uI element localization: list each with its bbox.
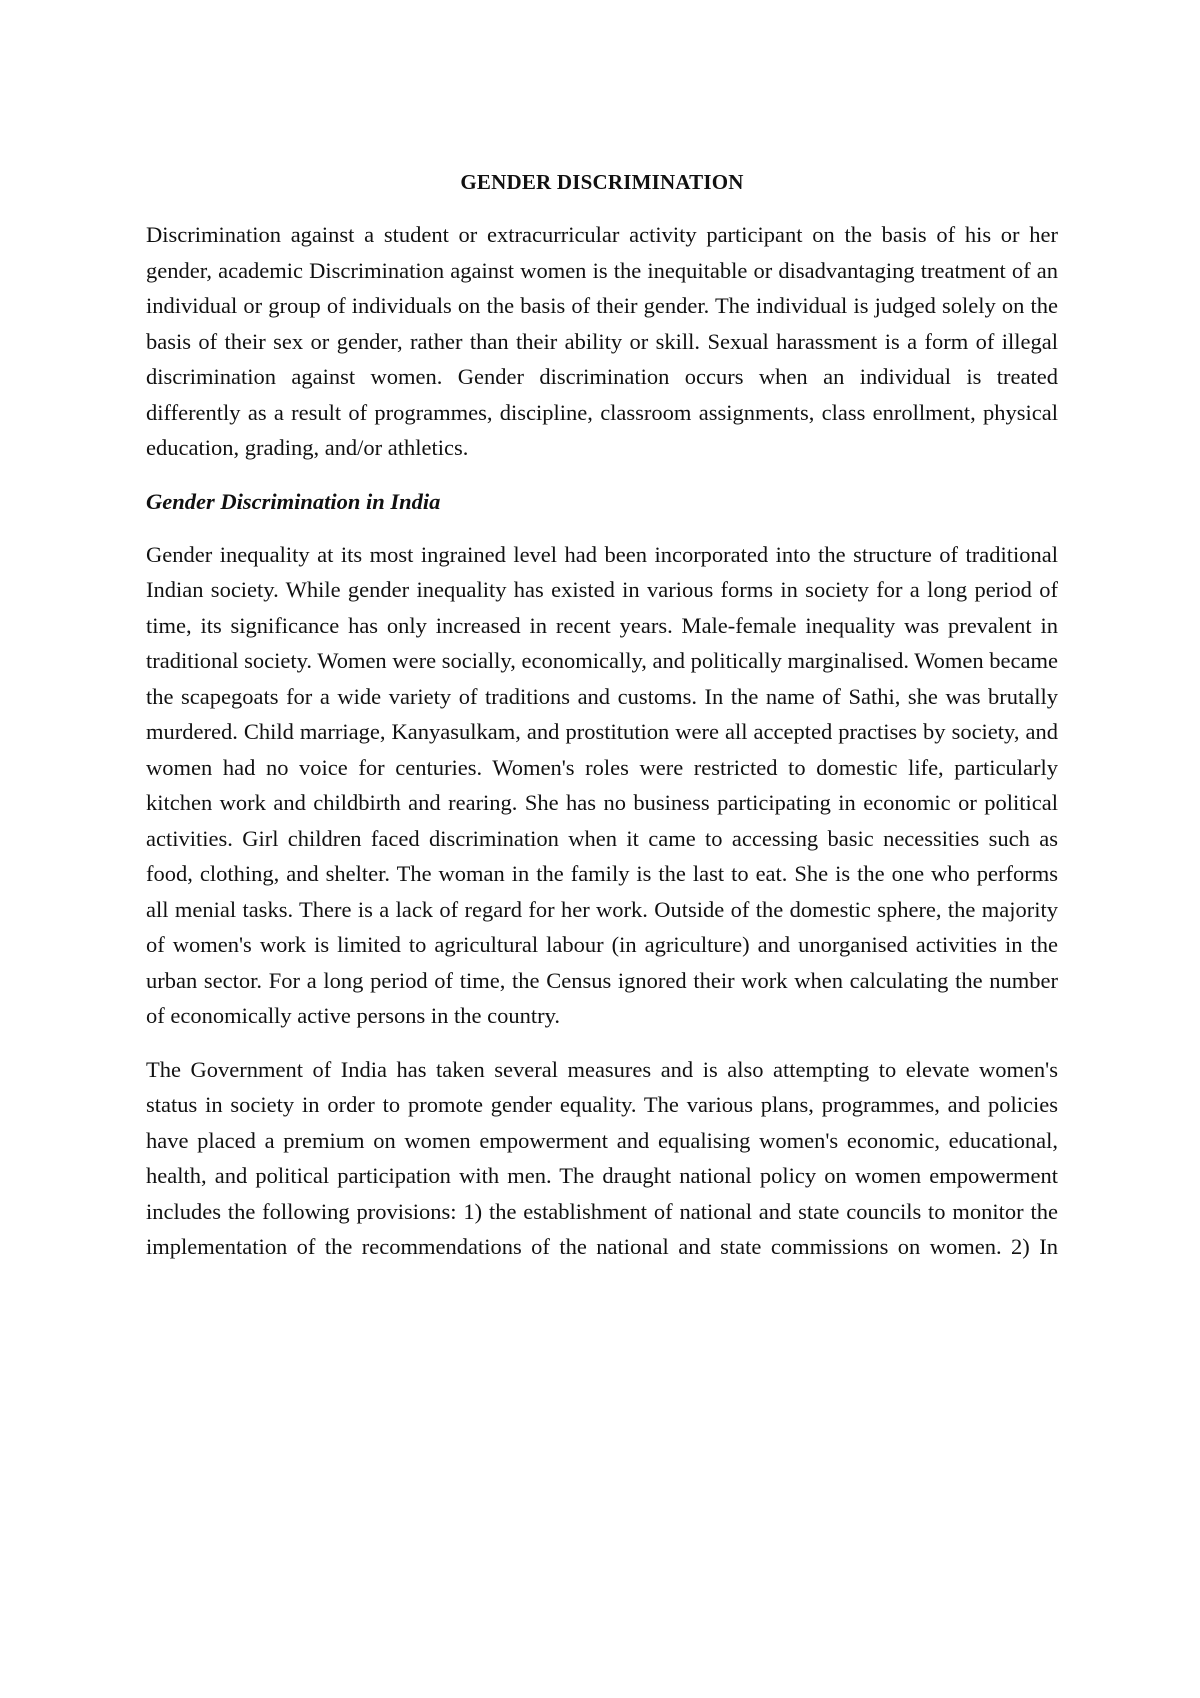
paragraph-intro: Discrimination against a student or extracurricular activity participant on the basis of his or her gender, academic Discrimination against women is the inequitable or disadvantaging treatment of an individual or group of individuals on the basis of their gender. The individual is judged solely on the basis of their sex or gender, rather than their ability or skill. Sexual harassment is a form of illegal discrimination against women. Gender discrimination occurs when an individual is treated differently as a result of programmes, discipline, classroom assignments, class enrollment, physical education, grading, and/or athletics. [146,222,1058,460]
document-body [146,172,1058,1265]
page-title: GENDER DISCRIMINATION [460,170,744,194]
section-heading-india: Gender Discrimination in India [146,488,441,514]
paragraph-india-history: Gender inequality at its most ingrained level had been incorporated into the structure of traditional Indian society. While gender inequality has existed in various forms in society for a long period of time, its significance has only increased in recent years. Male-female inequality was prevalent in traditional society. Women were socially, economically, and politically marginalised. Women became the scapegoats for a wide variety of traditions and customs. In the name of Sathi, she was brutally murdered. Child marriage, Kanyasulkam, and prostitution were all accepted practises by society, and women had no voice for centuries. Women's roles were restricted to domestic life, particularly kitchen work and childbirth and rearing. She has no business participating in economic or political activities. Girl children faced discrimination when it came to accessing basic necessities such as food, clothing, and shelter. The woman in the family is the last to eat. She is the one who performs all menial tasks. There is a lack of regard for her work. Outside of the domestic sphere, the majority of women's work is limited to agricultural labour (in agriculture) and unorganised activities in the urban sector. For a long period of time, the Census ignored their work when calculating the number of economically active persons in the country. [146,541,1058,1028]
paragraph-government-measures: The Government of India has taken several measures and is also attempting to elevate women's status in society in order to promote gender equality. The various plans, programmes, and policies have placed a premium on women empowerment and equalising women's economic, educational, health, and political participation with men. The draught national policy on women empowerment includes the following provisions: 1) the establishment of national and state councils to monitor the implementation of the recommendations of the national and state commissions on women. 2) In [146,1056,1058,1259]
